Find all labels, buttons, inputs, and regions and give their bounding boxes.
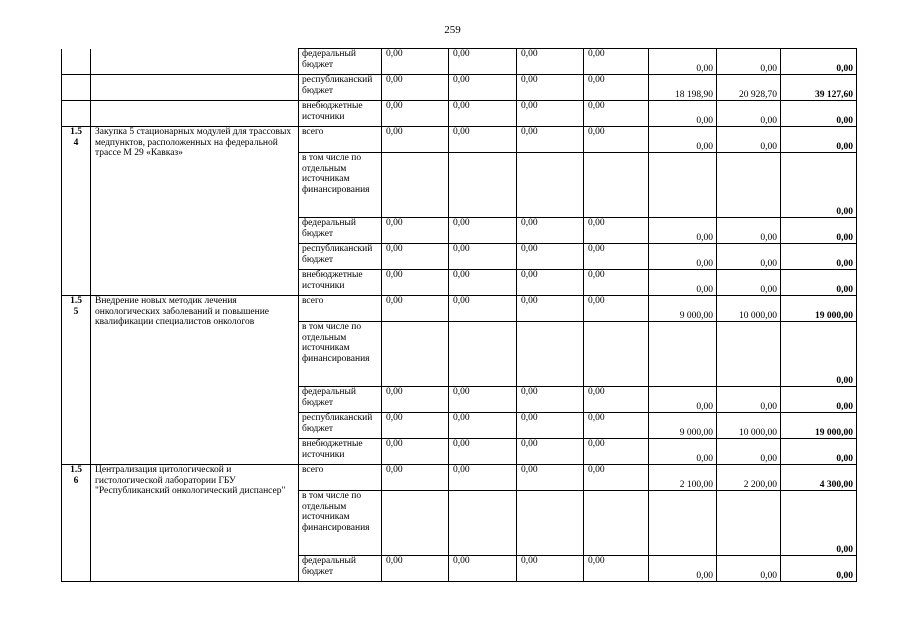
value-cell: 2 100,00	[649, 465, 717, 491]
funding-source-cell: республиканский бюджет	[299, 75, 382, 101]
funding-source-cell: федеральный бюджет	[299, 387, 382, 413]
funding-source-cell: в том числе по отдельным источникам финансирования	[299, 491, 382, 556]
item-name-cell: Внедрение новых методик лечения онкологических заболеваний и повышение квалификации специалистов онкологов	[91, 296, 299, 465]
funding-source-cell: федеральный бюджет	[299, 49, 382, 75]
value-cell: 18 198,90	[649, 75, 717, 101]
table-row	[62, 49, 857, 75]
value-cell: 0,00	[517, 49, 584, 75]
value-cell: 9 000,00	[649, 413, 717, 439]
value-cell: 0,00	[449, 218, 517, 244]
item-index-cell: 1.5 4	[62, 127, 91, 296]
value-cell: 0,00	[584, 218, 649, 244]
item-name-cell: Закупка 5 стационарных модулей для трассовых медпунктов, расположенных на федеральной трассе М 29 «Кавказ»	[91, 127, 299, 296]
funding-source-cell: внебюджетные источники	[299, 101, 382, 127]
value-cell: 0,00	[382, 49, 449, 75]
value-cell: 0,00	[517, 101, 584, 127]
value-cell: 0,00	[517, 75, 584, 101]
value-cell: 0,00	[584, 439, 649, 465]
table-row	[62, 465, 857, 491]
funding-source-cell: федеральный бюджет	[299, 556, 382, 582]
value-cell	[649, 491, 717, 556]
value-cell: 0,00	[584, 556, 649, 582]
total-cell: 0,00	[781, 439, 857, 465]
value-cell: 20 928,70	[717, 75, 781, 101]
value-cell: 0,00	[517, 127, 584, 153]
value-cell	[649, 153, 717, 218]
table-row	[62, 296, 857, 322]
index-cell	[62, 49, 91, 75]
value-cell: 0,00	[649, 270, 717, 296]
value-cell: 0,00	[717, 218, 781, 244]
value-cell: 0,00	[382, 556, 449, 582]
table-row	[62, 101, 857, 127]
value-cell: 0,00	[584, 270, 649, 296]
total-cell: 19 000,00	[781, 413, 857, 439]
value-cell: 0,00	[649, 439, 717, 465]
funding-source-cell: республиканский бюджет	[299, 244, 382, 270]
value-cell	[382, 491, 449, 556]
value-cell: 0,00	[584, 75, 649, 101]
value-cell: 0,00	[584, 127, 649, 153]
page-number: 259	[444, 24, 461, 36]
value-cell: 0,00	[517, 465, 584, 491]
value-cell: 0,00	[584, 465, 649, 491]
value-cell: 0,00	[517, 556, 584, 582]
value-cell: 0,00	[517, 296, 584, 322]
value-cell: 0,00	[649, 127, 717, 153]
value-cell	[584, 322, 649, 387]
item-name-cell	[91, 75, 299, 101]
value-cell: 0,00	[584, 296, 649, 322]
value-cell: 0,00	[717, 49, 781, 75]
value-cell	[717, 491, 781, 556]
value-cell	[717, 153, 781, 218]
total-cell: 0,00	[781, 387, 857, 413]
funding-source-cell: всего	[299, 296, 382, 322]
value-cell	[584, 153, 649, 218]
total-cell: 0,00	[781, 491, 857, 556]
funding-source-cell: республиканский бюджет	[299, 413, 382, 439]
value-cell: 0,00	[649, 218, 717, 244]
value-cell: 0,00	[649, 556, 717, 582]
value-cell: 0,00	[517, 413, 584, 439]
value-cell: 0,00	[382, 127, 449, 153]
value-cell: 0,00	[382, 244, 449, 270]
value-cell: 0,00	[517, 439, 584, 465]
value-cell	[449, 153, 517, 218]
item-name-cell	[91, 49, 299, 75]
value-cell: 0,00	[382, 75, 449, 101]
value-cell: 0,00	[449, 387, 517, 413]
value-cell: 0,00	[382, 270, 449, 296]
value-cell: 0,00	[584, 244, 649, 270]
value-cell	[449, 322, 517, 387]
funding-source-cell: всего	[299, 127, 382, 153]
total-cell: 0,00	[781, 244, 857, 270]
value-cell: 0,00	[584, 413, 649, 439]
table-body	[62, 49, 857, 582]
total-cell: 4 300,00	[781, 465, 857, 491]
item-index-cell: 1.5 6	[62, 465, 91, 582]
item-name-cell	[91, 101, 299, 127]
value-cell	[517, 153, 584, 218]
value-cell: 0,00	[517, 244, 584, 270]
value-cell: 0,00	[449, 127, 517, 153]
value-cell: 0,00	[382, 101, 449, 127]
table-row	[62, 75, 857, 101]
value-cell	[382, 153, 449, 218]
value-cell: 0,00	[717, 556, 781, 582]
value-cell: 0,00	[449, 244, 517, 270]
value-cell: 0,00	[449, 439, 517, 465]
total-cell: 0,00	[781, 153, 857, 218]
value-cell: 0,00	[449, 49, 517, 75]
total-cell: 0,00	[781, 270, 857, 296]
value-cell: 0,00	[717, 439, 781, 465]
value-cell: 0,00	[717, 270, 781, 296]
value-cell: 0,00	[449, 101, 517, 127]
value-cell: 10 000,00	[717, 413, 781, 439]
value-cell	[382, 322, 449, 387]
value-cell	[517, 491, 584, 556]
value-cell: 0,00	[449, 296, 517, 322]
value-cell: 0,00	[584, 387, 649, 413]
value-cell: 0,00	[449, 556, 517, 582]
value-cell	[517, 322, 584, 387]
value-cell: 0,00	[717, 387, 781, 413]
value-cell: 0,00	[517, 270, 584, 296]
value-cell: 10 000,00	[717, 296, 781, 322]
value-cell: 0,00	[649, 101, 717, 127]
total-cell: 0,00	[781, 101, 857, 127]
value-cell: 0,00	[449, 465, 517, 491]
value-cell: 9 000,00	[649, 296, 717, 322]
value-cell	[649, 322, 717, 387]
value-cell: 0,00	[584, 101, 649, 127]
total-cell: 0,00	[781, 127, 857, 153]
value-cell: 0,00	[382, 465, 449, 491]
value-cell: 0,00	[449, 413, 517, 439]
value-cell: 0,00	[382, 387, 449, 413]
value-cell	[717, 322, 781, 387]
value-cell: 0,00	[584, 49, 649, 75]
value-cell: 0,00	[517, 218, 584, 244]
item-index-cell: 1.5 5	[62, 296, 91, 465]
budget-table	[61, 48, 857, 582]
funding-source-cell: в том числе по отдельным источникам финансирования	[299, 153, 382, 218]
total-cell: 19 000,00	[781, 296, 857, 322]
index-cell	[62, 75, 91, 101]
value-cell: 0,00	[517, 387, 584, 413]
value-cell	[584, 491, 649, 556]
table-row	[62, 127, 857, 153]
funding-source-cell: внебюджетные источники	[299, 270, 382, 296]
value-cell: 0,00	[382, 413, 449, 439]
item-name-cell: Централизация цитологической и гистологической лаборатории ГБУ "Республиканский онкологический диспансер"	[91, 465, 299, 582]
value-cell: 0,00	[449, 75, 517, 101]
total-cell: 0,00	[781, 49, 857, 75]
index-cell	[62, 101, 91, 127]
value-cell: 0,00	[382, 218, 449, 244]
funding-source-cell: в том числе по отдельным источникам финансирования	[299, 322, 382, 387]
funding-source-cell: внебюджетные источники	[299, 439, 382, 465]
funding-source-cell: всего	[299, 465, 382, 491]
total-cell: 39 127,60	[781, 75, 857, 101]
total-cell: 0,00	[781, 218, 857, 244]
value-cell: 0,00	[449, 270, 517, 296]
value-cell: 0,00	[382, 439, 449, 465]
value-cell: 0,00	[717, 101, 781, 127]
value-cell: 0,00	[649, 244, 717, 270]
value-cell: 0,00	[717, 127, 781, 153]
value-cell: 0,00	[382, 296, 449, 322]
value-cell: 2 200,00	[717, 465, 781, 491]
total-cell: 0,00	[781, 322, 857, 387]
value-cell: 0,00	[649, 49, 717, 75]
value-cell	[449, 491, 517, 556]
value-cell: 0,00	[717, 244, 781, 270]
value-cell: 0,00	[649, 387, 717, 413]
funding-source-cell: федеральный бюджет	[299, 218, 382, 244]
total-cell: 0,00	[781, 556, 857, 582]
